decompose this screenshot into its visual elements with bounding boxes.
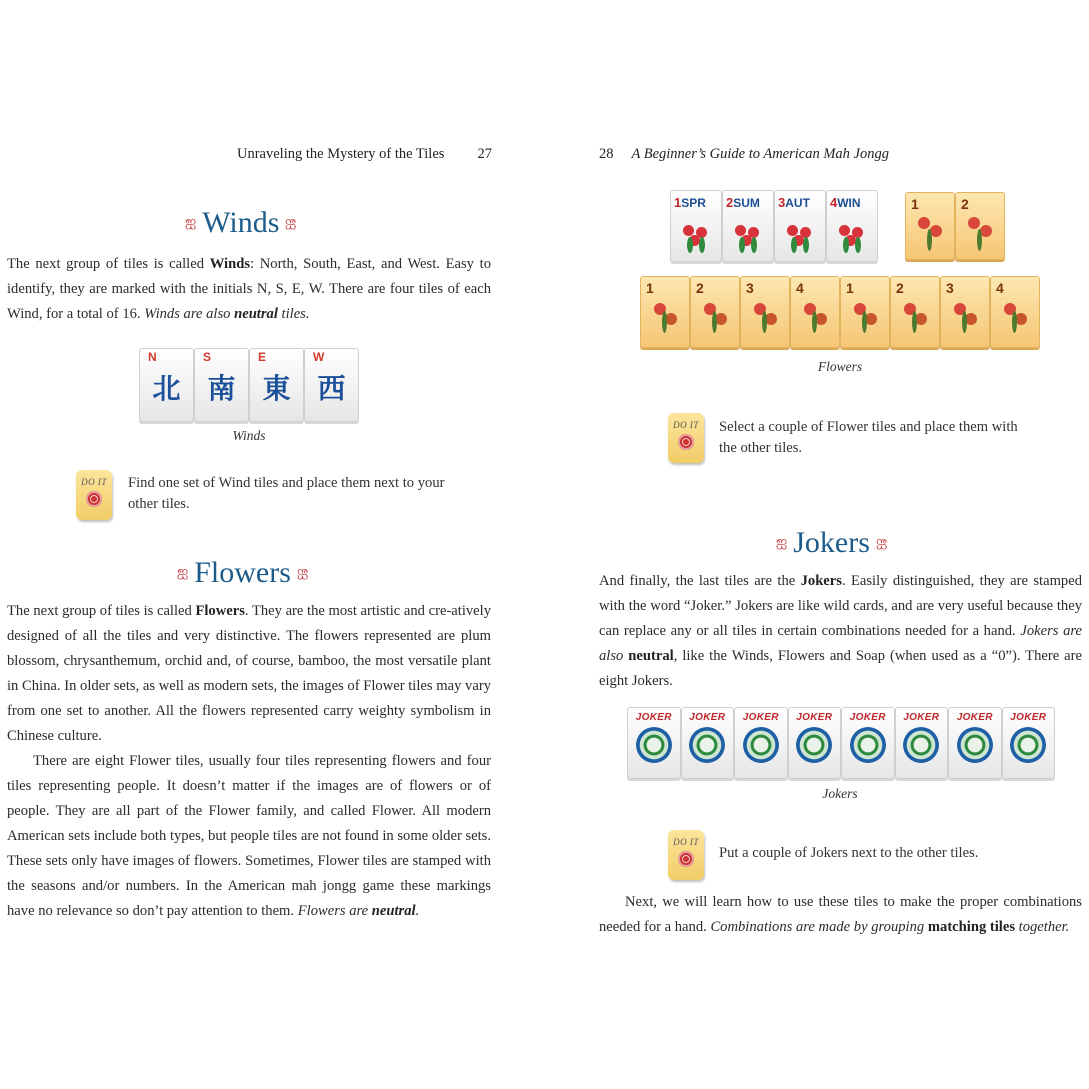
- joker-tile: [948, 707, 1002, 779]
- wind-tile-character: 南: [207, 372, 236, 405]
- winds-heading-text: Winds: [202, 206, 280, 239]
- flower-tile-number: 1: [646, 280, 654, 296]
- joker-tile: [681, 707, 735, 779]
- season-tile-label: 3AUT: [778, 195, 810, 210]
- joker-tile: [841, 707, 895, 779]
- scroll-ornament-icon: ஐ: [875, 534, 888, 550]
- yellow-flower-tile: [740, 276, 790, 348]
- winds-do-it-text: Find one set of Wind tiles and place them next to your other tiles.: [128, 475, 445, 512]
- jokers-caption: Jokers: [822, 786, 858, 801]
- joker-tile-label: JOKER: [1010, 712, 1047, 723]
- dharma-wheel-icon: [678, 434, 694, 450]
- wind-tile: [249, 348, 304, 422]
- yellow-flower-tile: [690, 276, 740, 348]
- yellow-flower-tile: [640, 276, 690, 348]
- flower-icon: [801, 299, 829, 335]
- joker-tile: [1002, 707, 1056, 779]
- dharma-wheel-icon: [678, 851, 694, 867]
- winds-paragraph: The next group of tiles is called Winds: North, South, East, and West. Easy to identify, they are marked with the initials N, S, E, W. There are four tiles of each Wind, for a total of 16. Winds are also neutral tiles.: [7, 256, 492, 322]
- running-head-right: [599, 146, 889, 163]
- flower-tile-number: 3: [746, 280, 754, 296]
- joker-tile-label: JOKER: [903, 712, 940, 723]
- winds-heading: [185, 206, 297, 240]
- flower-tile-number: 4: [796, 280, 804, 296]
- dragon-medallion-icon: [957, 727, 993, 763]
- wind-tile-character: 東: [262, 372, 291, 405]
- flowers-tile-figure: [640, 190, 1045, 354]
- running-head-title: Unraveling the Mystery of the Tiles: [237, 146, 445, 162]
- flowers-heading: [177, 556, 308, 590]
- wind-tile-letter: S: [203, 350, 212, 364]
- yellow-flower-tile: [790, 276, 840, 348]
- joker-tile: [895, 707, 949, 779]
- scroll-ornament-icon: ஐ: [285, 214, 297, 230]
- flower-icon: [683, 225, 709, 253]
- season-flower-tile: [722, 190, 774, 262]
- joker-tile: [734, 707, 788, 779]
- flower-tile-number: 2: [896, 280, 904, 296]
- page-number: 27: [477, 146, 492, 162]
- flowers-paragraph-1: The next group of tiles is called Flowers. They are the most artistic and cre-atively designed of all the tiles and very distinctive. The flowers represented are plum blossom, chrysanthemum, orchid and, of course, bamboo, the most versatile plant in China. In older sets, as well as modern sets, the images of Flower tiles may vary from one set to another. All the flowers represented carry weighty symbolism in Chinese culture.: [7, 603, 492, 744]
- season-tile-label: 2SUM: [726, 195, 760, 210]
- scroll-ornament-icon: ஐ: [177, 564, 189, 580]
- dharma-wheel-icon: [86, 491, 102, 507]
- flower-tile-number: 1: [911, 196, 919, 212]
- wind-tile: [194, 348, 249, 422]
- season-flower-tile: [826, 190, 878, 262]
- flowers-caption: Flowers: [817, 359, 863, 374]
- season-tile-label: 1SPR: [674, 195, 706, 210]
- dragon-medallion-icon: [850, 727, 886, 763]
- person-icon: [851, 299, 879, 335]
- winds-tile-figure: [139, 348, 359, 424]
- dragon-medallion-icon: [796, 727, 832, 763]
- scroll-ornament-icon: ஐ: [296, 564, 309, 580]
- flower-icon: [735, 225, 761, 253]
- joker-tile-label: JOKER: [956, 712, 993, 723]
- dragon-medallion-icon: [903, 727, 939, 763]
- flower-tile-number: 4: [996, 280, 1004, 296]
- scroll-ornament-icon: ஐ: [776, 534, 788, 550]
- dragon-medallion-icon: [1010, 727, 1046, 763]
- do-it-label: DO IT: [81, 477, 107, 487]
- flower-icon: [966, 215, 994, 251]
- wind-tile-letter: N: [148, 350, 157, 364]
- yellow-flower-tile: [990, 276, 1040, 348]
- joker-tile-label: JOKER: [796, 712, 833, 723]
- page-number: 28: [599, 146, 614, 162]
- joker-tile-label: JOKER: [742, 712, 779, 723]
- do-it-badge: [668, 413, 704, 463]
- season-flower-tile: [670, 190, 722, 262]
- flower-tile-number: 1: [846, 280, 854, 296]
- person-icon: [901, 299, 929, 335]
- flower-icon: [916, 215, 944, 251]
- wind-tile-letter: E: [258, 350, 267, 364]
- flower-tile-number: 3: [946, 280, 954, 296]
- yellow-flower-tile: [940, 276, 990, 348]
- yellow-flower-tile: [905, 192, 955, 260]
- yellow-flower-tile: [890, 276, 940, 348]
- winds-caption: Winds: [232, 428, 266, 443]
- joker-tile-label: JOKER: [635, 712, 672, 723]
- flower-icon: [751, 299, 779, 335]
- wind-tile: [304, 348, 359, 422]
- jokers-paragraph: And finally, the last tiles are the Jokers. Easily distinguished, they are stamped with the word “Joker.” Jokers are like wild cards, and are very useful because they can replace any or all tiles in certain combinations needed for a hand. Jokers are also neutral, like the Winds, Flowers and Soap (when used as a “0”). There are eight Jokers.: [599, 573, 1082, 689]
- joker-tile-label: JOKER: [849, 712, 886, 723]
- flower-icon: [651, 299, 679, 335]
- flower-icon: [787, 225, 813, 253]
- wind-tile-letter: W: [313, 350, 325, 364]
- person-icon: [951, 299, 979, 335]
- joker-tile: [788, 707, 842, 779]
- dragon-medallion-icon: [689, 727, 725, 763]
- yellow-flower-tile: [840, 276, 890, 348]
- wind-tile-character: 西: [317, 372, 346, 405]
- joker-tile: [627, 707, 681, 779]
- dragon-medallion-icon: [743, 727, 779, 763]
- do-it-badge: [668, 830, 704, 880]
- dragon-medallion-icon: [636, 727, 672, 763]
- closing-paragraph: Next, we will learn how to use these tiles to make the proper combinations needed for a hand. Combinations are made by grouping matching tiles together.: [599, 894, 1082, 935]
- yellow-flower-tile: [955, 192, 1005, 260]
- flowers-do-it-text: Select a couple of Flower tiles and place them with the other tiles.: [719, 419, 1018, 456]
- season-tile-label: 4WIN: [830, 195, 861, 210]
- flower-tile-number: 2: [696, 280, 704, 296]
- do-it-badge: [76, 470, 112, 520]
- do-it-label: DO IT: [673, 420, 699, 430]
- flower-icon: [701, 299, 729, 335]
- season-flower-tile: [774, 190, 826, 262]
- wind-tile: [139, 348, 194, 422]
- jokers-do-it-text: Put a couple of Jokers next to the other tiles.: [719, 845, 979, 861]
- do-it-label: DO IT: [673, 837, 699, 847]
- flower-icon: [839, 225, 865, 253]
- scroll-ornament-icon: ஐ: [185, 214, 197, 230]
- person-icon: [1001, 299, 1029, 335]
- jokers-heading: [776, 526, 887, 560]
- jokers-tile-figure: [627, 707, 1055, 781]
- running-head-title: A Beginner’s Guide to American Mah Jongg: [631, 146, 889, 162]
- jokers-heading-text: Jokers: [793, 526, 870, 559]
- wind-tile-character: 北: [152, 372, 181, 405]
- joker-tile-label: JOKER: [689, 712, 726, 723]
- running-head-left: [237, 146, 492, 163]
- flowers-heading-text: Flowers: [194, 556, 291, 589]
- flower-tile-number: 2: [961, 196, 969, 212]
- flowers-paragraph-2: There are eight Flower tiles, usually four tiles representing flowers and four tiles representing people. It doesn’t matter if the images are of flowers or of people. They are all part of the Flower family, and called Flower. All modern American sets include both types, but people tiles are not found in some older sets. These sets only have images of flowers. Sometimes, Flower tiles are stamped with the seasons and/or numbers. In the American mah jongg game these markings have no relevance so don’t pay attention to them. Flowers are neutral.: [7, 753, 491, 919]
